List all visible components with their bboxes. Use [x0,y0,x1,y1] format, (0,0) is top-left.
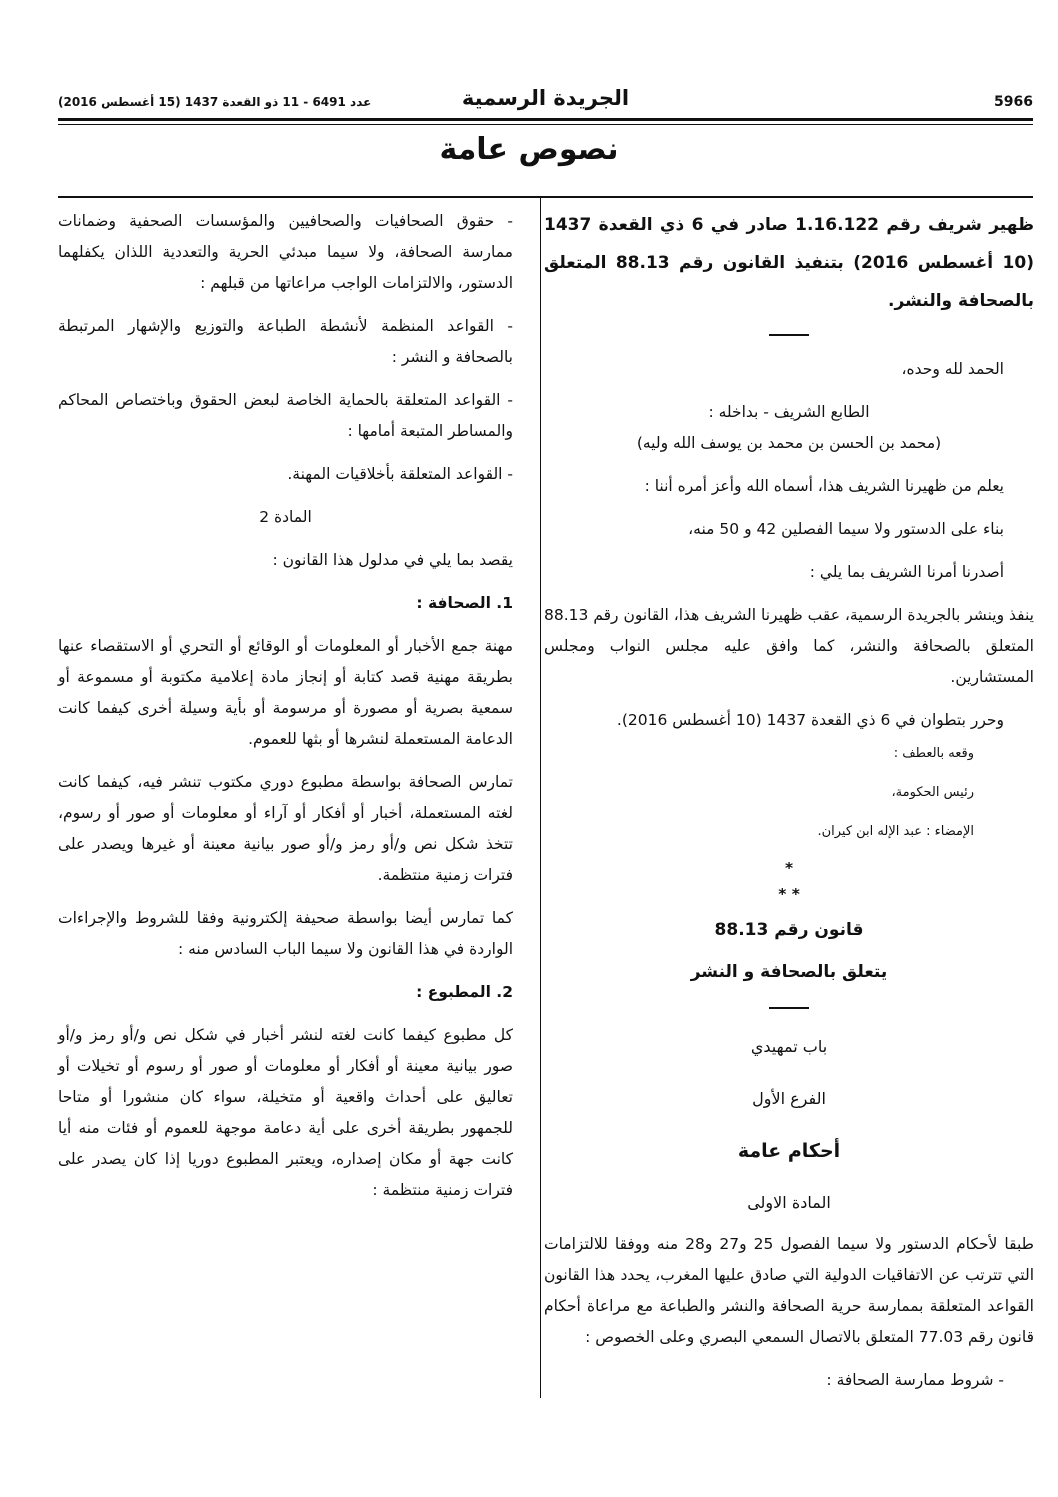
law-number: قانون رقم 88.13 [714,920,864,940]
short-divider-2 [769,1007,809,1009]
article-2-intro: يقصد بما يلي في مدلول هذا القانون : [272,551,513,569]
header-rule-thin [58,124,1033,125]
issue-info: عدد 6491 - 11 ذو القعدة 1437 (15 أغسطس 2016) [58,95,372,109]
general-provisions-heading: أحكام عامة [737,1140,841,1162]
signature-line-3: الإمضاء : عبد الإله ابن كيران. [817,824,974,839]
article-1-paragraph: طبقا لأحكام الدستور ولا سيما الفصول 25 و27 و28 منه ووفقا للالتزامات التي تترتب عن الاتفاقيات الدولية التي صادق عليها المغرب، يحدد هذا القانون القواعد المتعلقة بممارسة حرية الصحافة والنشر والطباعة مع مراعاة أحكام قانون رقم 77.03 المتعلق بالاتصال السمعي البصري وعلى الخصوص : [544,1235,1034,1346]
short-divider [769,334,809,336]
section-title: نصوص عامة [439,132,619,167]
praise-line: الحمد لله وحده، [901,360,1004,378]
right-column [544,206,1034,1408]
page-header [58,86,1033,116]
book-heading: باب تمهيدي [750,1037,828,1056]
dahir-paragraph-3: أصدرنا أمرنا الشريف بما يلي : [809,563,1004,581]
dahir-paragraph-2: بناء على الدستور ولا سيما الفصلين 42 و 50 منه، [688,520,1004,538]
definition-press-heading: 1. الصحافة : [416,594,513,612]
dahir-paragraph-4: ينفذ وينشر بالجريدة الرسمية، عقب ظهيرنا الشريف هذا، القانون رقم 88.13 المتعلق بالصحافة والنشر، كما وافق عليه مجلس النواب ومجلس المستشارين. [544,606,1034,686]
dahir-paragraph-1: يعلم من ظهيرنا الشريف هذا، أسماه الله وأعز أمره أننا : [644,477,1004,495]
dahir-paragraph-5: وحرر بتطوان في 6 ذي القعدة 1437 (10 أغسطس 2016). [616,711,1004,729]
page-number: 5966 [994,94,1033,110]
article-1-item-2: - حقوق الصحافيات والصحافيين والمؤسسات الصحفية وضمانات ممارسة الصحافة، ولا سيما مبدئي الحرية والتعددية اللذان يكفلهما الدستور، والالتزامات الواجب مراعاتها من قبلهم : [58,212,513,292]
left-column [58,206,513,1218]
signature-line-1: وقعه بالعطف : [893,746,974,761]
seal-name: (محمد بن الحسن بن محمد بن يوسف الله وليه) [636,434,942,452]
law-subject: يتعلق بالصحافة و النشر [690,962,888,982]
definition-printed-paragraph: كل مطبوع كيفما كانت لغته لنشر أخبار في شكل نص و/أو رمز و/أو صور بيانية معينة أو أفكار أو معلومات أو صور أو رسوم أو تخيلات أو تعاليق على أحداث واقعية أو متخيلة، سواء كان منشورا أو متاحا للجمهور بطريقة أخرى على أية دعامة موجهة للعموم أو فئات منه أيا كانت جهة أو مكان إصداره، ويعتبر المطبوع دوريا إذا كان يصدر على فترات زمنية منتظمة : [58,1026,513,1199]
star-separator-2: * * [778,885,800,903]
definition-press-paragraph-3: كما تمارس أيضا بواسطة صحيفة إلكترونية وفقا للشروط والإجراءات الواردة في هذا القانون ولا سيما الباب السادس منه : [58,909,513,958]
article-1-item-1: - شروط ممارسة الصحافة : [826,1371,1004,1389]
column-separator [540,198,541,1398]
section-rule [58,196,1033,198]
star-separator-1: * [784,859,794,877]
definition-press-paragraph-2: تمارس الصحافة بواسطة مطبوع دوري مكتوب تنشر فيه، كيفما كانت لغته المستعملة، أخبار أو أفكار أو آراء أو معلومات أو صور أو رسوم، تتخذ شكل نص و/أو رمز و/أو صور بيانية معينة أو غيرها ويصدر على فترات زمنية منتظمة. [58,773,513,884]
article-1-item-4: - القواعد المتعلقة بالحماية الخاصة لبعض الحقوق وباختصاص المحاكم والمساطر المتبعة أمامها : [58,391,513,440]
signature-line-2: رئيس الحكومة، [891,785,974,800]
definition-press-paragraph-1: مهنة جمع الأخبار أو المعلومات أو الوقائع أو التحري أو الاستقصاء عنها بطريقة مهنية قصد كتابة أو إنجاز مادة إعلامية مكتوبة أو مسموعة أو سمعية بصرية أو مصورة أو مرسومة أو بأية وسيلة أخرى كيفما كانت الدعامة المستعملة لنشرها أو بثها للعموم. [58,637,513,748]
header-rule-thick [58,118,1033,121]
branch-heading: الفرع الأول [752,1089,826,1108]
definition-printed-heading: 2. المطبوع : [416,983,513,1001]
dahir-title: ظهير شريف رقم 1.16.122 صادر في 6 ذي القعدة 1437 (10 أغسطس 2016) بتنفيذ القانون رقم 88.13 المتعلق بالصحافة والنشر. [544,215,1034,311]
article-2-heading: المادة 2 [259,508,312,526]
journal-title: الجريدة الرسمية [461,86,630,110]
seal-line: الطابع الشريف - بداخله : [708,403,870,421]
article-1-heading: المادة الاولى [747,1193,831,1212]
article-1-item-3: - القواعد المنظمة لأنشطة الطباعة والتوزيع والإشهار المرتبطة بالصحافة و النشر : [58,317,513,366]
article-1-item-5: - القواعد المتعلقة بأخلاقيات المهنة. [287,465,513,483]
